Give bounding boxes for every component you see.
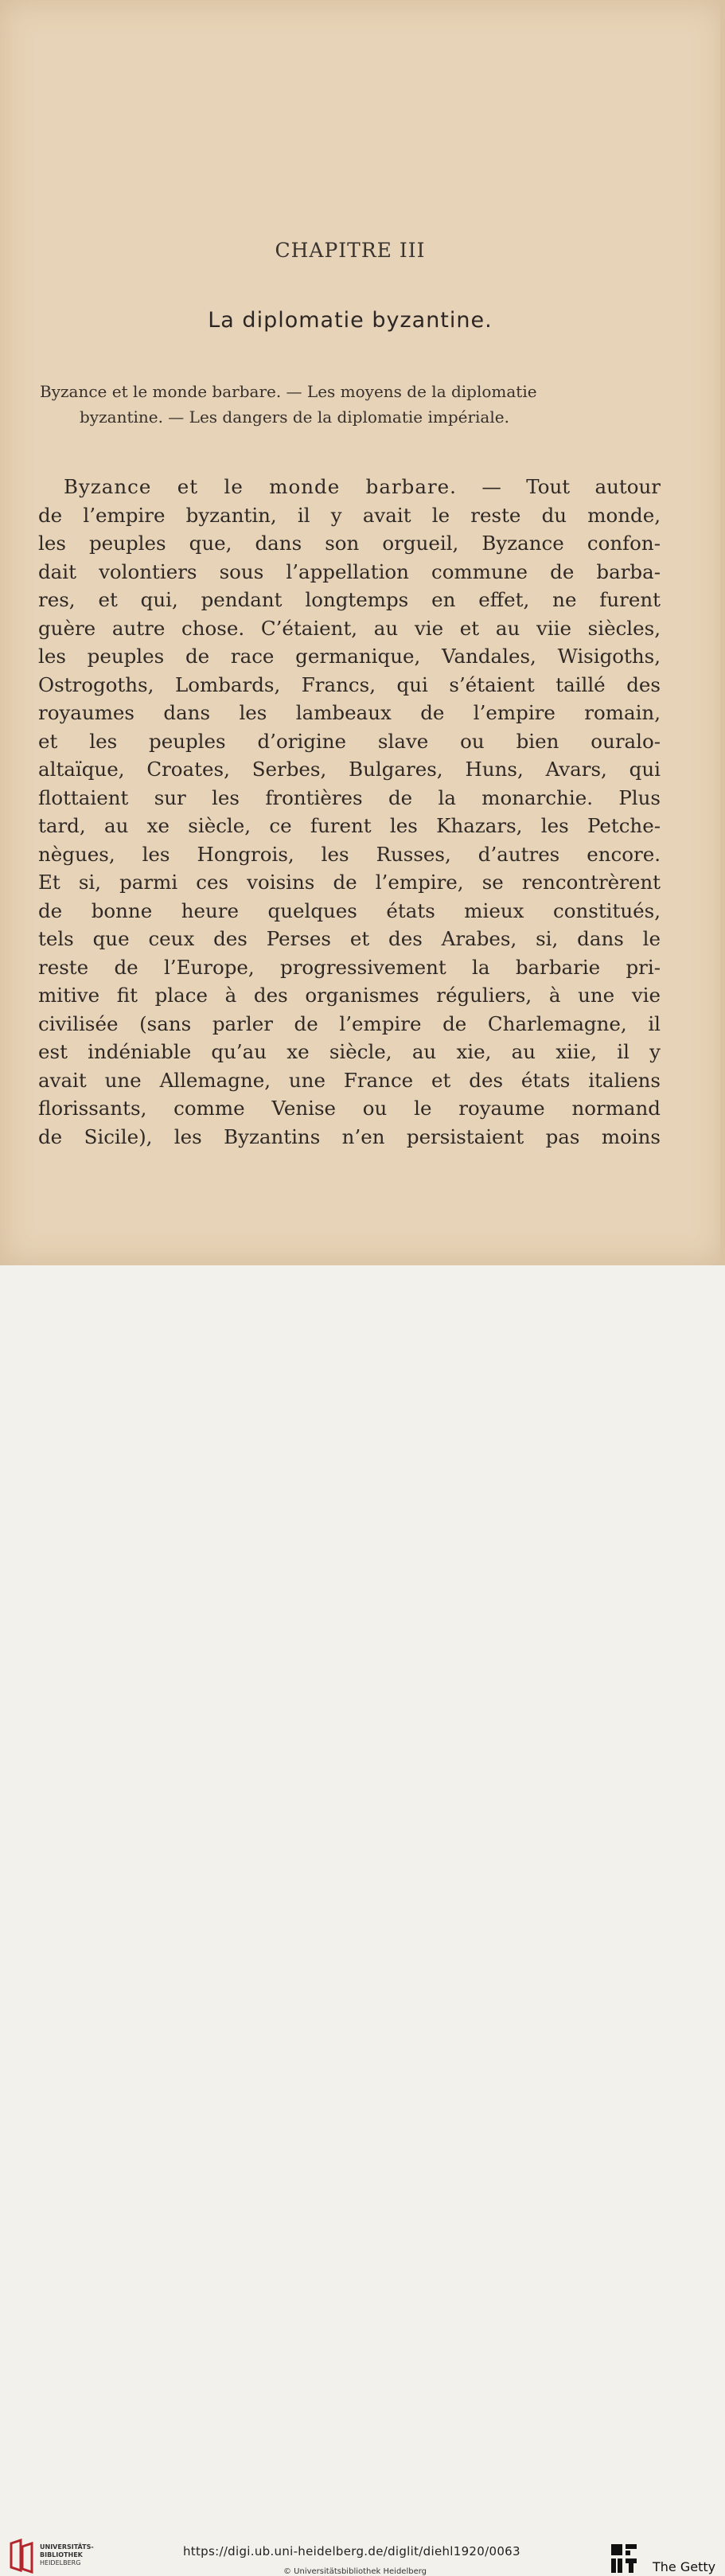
partner-name: The Getty [653, 2559, 716, 2574]
body-line: Et si, parmi ces voisins de l’empire, se rencontrèrent [38, 871, 661, 894]
summary-line: Byzance et le monde barbare. — Les moyens de la diplomatie [40, 382, 537, 401]
section-run-in: Byzance et le monde barbare. [64, 475, 457, 498]
body-line: mitive fit place à des organismes réguliers, à une vie [38, 984, 661, 1007]
scanned-page [0, 0, 725, 1265]
library-name: UNIVERSITÄTS- BIBLIOTHEK HEIDELBERG [40, 2543, 94, 2566]
body-line: altaïque, Croates, Serbes, Bulgares, Huns, Avars, qui [38, 758, 661, 781]
body-line: flottaient sur les frontières de la monarchie. Plus [38, 785, 661, 809]
page-edge [720, 0, 725, 1265]
body-line: tard, au xe siècle, ce furent les Khazars, les Petche- [38, 814, 661, 837]
body-line: les peuples de race germanique, Vandales, Wisigoths, [38, 645, 661, 668]
permalink-url[interactable]: https://digi.ub.uni-heidelberg.de/diglit/diehl1920/0063 [183, 2544, 520, 2558]
chapter-summary [40, 379, 661, 430]
body-line: res, et qui, pendant longtemps en effet, ne furent [38, 588, 661, 611]
body-line: et les peuples d’origine slave ou bien ouralo- [38, 729, 661, 753]
summary-line: byzantine. — Les dangers de la diplomatie impériale. [80, 407, 509, 427]
body-line: guère autre chose. C’étaient, au vie et au viie siècles, [38, 616, 661, 640]
university-library-logo-icon[interactable] [8, 2539, 35, 2574]
body-line: de l’empire byzantin, il y avait le reste du monde, [38, 503, 661, 527]
body-line: dait volontiers sous l’appellation commune de barba- [38, 559, 661, 583]
body-line: nègues, les Hongrois, les Russes, d’autres encore. [38, 842, 661, 866]
body-line: est indéniable qu’au xe siècle, au xie, au xiie, il y [38, 1040, 661, 1063]
chapter-title: La diplomatie byzantine. [208, 308, 493, 333]
body-line: royaumes dans les lambeaux de l’empire romain, [38, 701, 661, 724]
body-line: tels que ceux des Perses et des Arabes, si, dans le [38, 927, 661, 950]
body-line: avait une Allemagne, une France et des états italiens [38, 1068, 661, 1092]
body-line: Ostrogoths, Lombards, Francs, qui s’étaient taillé des [38, 672, 661, 696]
chapter-number: CHAPITRE III [275, 239, 426, 262]
body-line: civilisée (sans parler de l’empire de Charlemagne, il [38, 1011, 661, 1035]
getty-logo-icon[interactable] [610, 2543, 640, 2574]
body-text [38, 473, 661, 1151]
body-line: florissants, comme Venise ou le royaume normand [38, 1097, 661, 1120]
body-line: reste de l’Europe, progressivement la barbarie pri- [38, 955, 661, 979]
viewer-footer [0, 1265, 725, 2576]
body-line: Byzance et le monde barbare. — Tout autour [64, 475, 661, 498]
body-line: de bonne heure quelques états mieux constitués, [38, 898, 661, 922]
copyright-notice: © Universitätsbibliothek Heidelberg [283, 2567, 427, 2576]
body-line: de Sicile), les Byzantins n’en persistaient pas moins [38, 1124, 661, 1148]
body-line: les peuples que, dans son orgueil, Byzance confon- [38, 532, 661, 555]
